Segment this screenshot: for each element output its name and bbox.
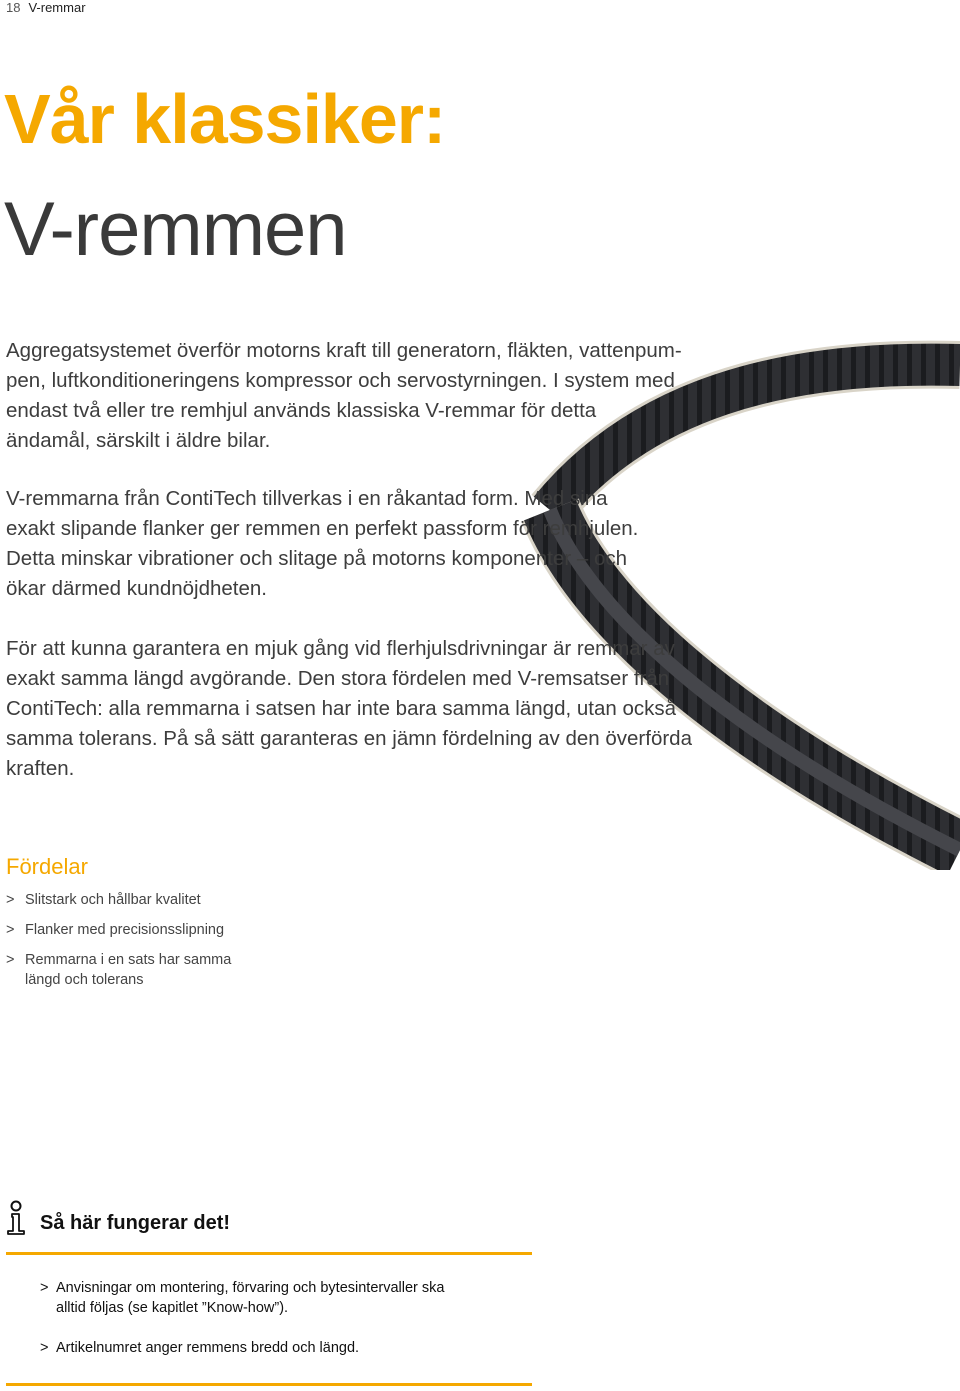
list-item: > Artikelnumret anger remmens bredd och längd. <box>40 1340 360 1356</box>
divider <box>6 1252 532 1255</box>
list-item: > Flanker med precisionsslipning <box>6 922 225 938</box>
intro-paragraph: Aggregatsystemet överför motorns kraft till generatorn, fläkten, vattenpum- pen, luftkonditioneringens kompressor och servostyrningen. I system med endast två eller tre remhjul används klassiska V-remmar för detta ändamål, särskilt i äldre bilar. <box>6 339 682 452</box>
page-subtitle: V-remmen <box>4 187 347 272</box>
advantages-list <box>6 890 306 1000</box>
bullet-icon: > <box>40 1340 49 1356</box>
info-icon <box>4 1200 28 1236</box>
production-paragraph: V-remmarna från ContiTech tillverkas i en råkantad form. Med sina exakt slipande flanker ger remmen en perfekt passform för remhjulen. Detta minskar vibrationer och slitage på motorns komponenter – och ökar därmed kundnöjdheten. <box>6 487 639 600</box>
bullet-icon: > <box>40 1280 49 1296</box>
bullet-icon: > <box>6 922 15 938</box>
how-it-works-heading: Så här fungerar det! <box>40 1212 231 1234</box>
kit-paragraph: För att kunna garantera en mjuk gång vid flerhjulsdrivningar är remmar av exakt samma längd avgörande. Den stora fördelen med V-remsatser från ContiTech: alla remmarna i satsen har inte bara samma längd, utan också samma tolerans. På så sätt garanteras en jämn fördelning av den överförda kraften. <box>6 637 692 780</box>
advantages-heading: Fördelar <box>6 854 88 879</box>
page-header <box>6 0 86 15</box>
list-item: > Anvisningar om montering, förvaring och bytesintervaller ska alltid följas (se kapitlet ”Know-how”). <box>40 1280 445 1316</box>
page-number: 18 <box>6 0 21 15</box>
list-item: > Remmarna i en sats har samma längd och tolerans <box>6 952 232 988</box>
page-title: Vår klassiker: <box>4 80 446 158</box>
bullet-icon: > <box>6 952 15 968</box>
how-it-works-list <box>40 1278 530 1378</box>
divider <box>6 1383 532 1386</box>
section-title: V-remmar <box>28 0 86 15</box>
bullet-icon: > <box>6 892 15 908</box>
list-item: > Slitstark och hållbar kvalitet <box>6 892 201 908</box>
